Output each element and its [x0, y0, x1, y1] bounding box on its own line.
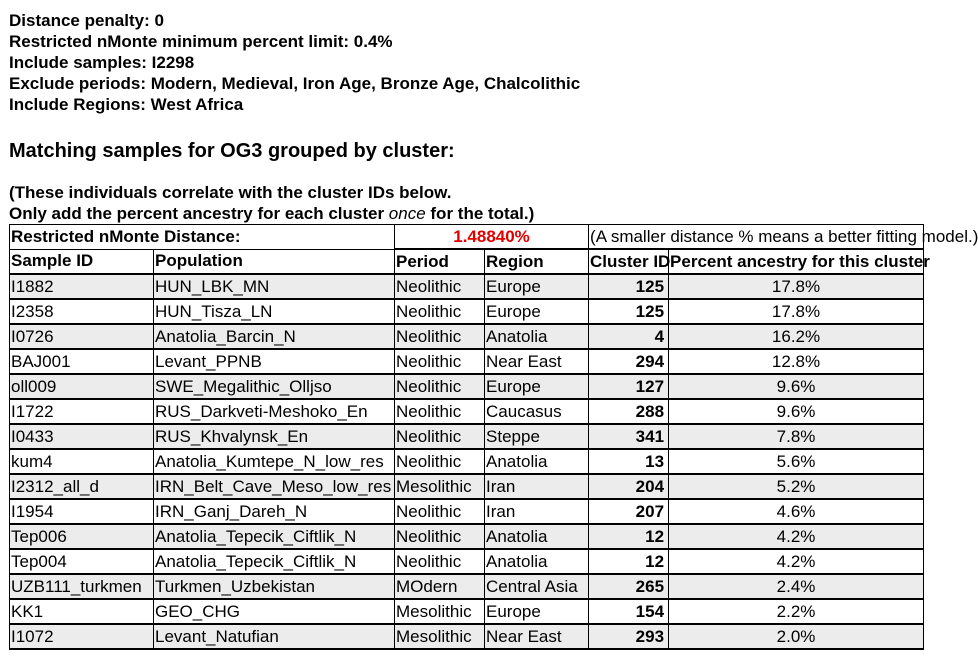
cell-period: Mesolithic: [395, 599, 485, 624]
cell-region: Europe: [485, 599, 589, 624]
cell-period: Neolithic: [395, 274, 485, 299]
cell-sample-id: I1722: [10, 399, 154, 424]
cell-period: MOdern: [395, 574, 485, 599]
cell-period: Neolithic: [395, 299, 485, 324]
note-emphasis: once: [388, 204, 426, 223]
distance-note: (A smaller distance % means a better fitting model.): [589, 225, 924, 250]
cell-percent: 9.6%: [669, 374, 924, 399]
cell-percent: 5.6%: [669, 449, 924, 474]
distance-label: Restricted nMonte Distance:: [10, 225, 395, 250]
table-row: [10, 274, 924, 299]
cell-sample-id: I1882: [10, 274, 154, 299]
cell-population: RUS_Darkveti-Meshoko_En: [154, 399, 395, 424]
cell-region: Iran: [485, 474, 589, 499]
col-header-region: Region: [485, 249, 589, 274]
cell-cluster-id: 294: [589, 349, 669, 374]
cell-population: IRN_Ganj_Dareh_N: [154, 499, 395, 524]
header-row: [10, 249, 924, 274]
cell-sample-id: I0433: [10, 424, 154, 449]
col-header-sample-id: Sample ID: [10, 249, 154, 274]
include-regions: Include Regions: West Africa: [9, 95, 244, 114]
cell-population: Anatolia_Tepecik_Ciftlik_N: [154, 524, 395, 549]
cell-percent: 9.6%: [669, 399, 924, 424]
cell-percent: 16.2%: [669, 324, 924, 349]
col-header-percent: Percent ancestry for this cluster: [669, 249, 924, 274]
cell-population: Levant_PPNB: [154, 349, 395, 374]
cell-sample-id: UZB111_turkmen: [10, 574, 154, 599]
cell-sample-id: I0726: [10, 324, 154, 349]
cell-percent: 17.8%: [669, 299, 924, 324]
settings-summary: [9, 10, 931, 115]
cell-population: Anatolia_Tepecik_Ciftlik_N: [154, 549, 395, 574]
cell-cluster-id: 204: [589, 474, 669, 499]
cell-period: Neolithic: [395, 349, 485, 374]
cell-sample-id: I2358: [10, 299, 154, 324]
cell-percent: 5.2%: [669, 474, 924, 499]
cell-region: Anatolia: [485, 549, 589, 574]
include-samples: Include samples: I2298: [9, 53, 195, 72]
cell-population: GEO_CHG: [154, 599, 395, 624]
cell-period: Neolithic: [395, 499, 485, 524]
cell-population: Turkmen_Uzbekistan: [154, 574, 395, 599]
cell-region: Europe: [485, 274, 589, 299]
table-row: [10, 399, 924, 424]
table-row: [10, 424, 924, 449]
cell-percent: 2.2%: [669, 599, 924, 624]
table-row: [10, 624, 924, 649]
cluster-note-line2: [9, 203, 931, 224]
page-title: Matching samples for OG3 grouped by cluster:: [9, 140, 455, 162]
cell-sample-id: oll009: [10, 374, 154, 399]
table-row: [10, 299, 924, 324]
cell-period: Neolithic: [395, 324, 485, 349]
cell-sample-id: kum4: [10, 449, 154, 474]
cell-percent: 4.2%: [669, 524, 924, 549]
table-row: [10, 499, 924, 524]
cell-population: HUN_Tisza_LN: [154, 299, 395, 324]
table-row: [10, 524, 924, 549]
cell-population: Levant_Natufian: [154, 624, 395, 649]
cell-region: Iran: [485, 499, 589, 524]
table-row: [10, 374, 924, 399]
cluster-note-line1: (These individuals correlate with the cluster IDs below.: [9, 183, 452, 202]
cell-region: Anatolia: [485, 324, 589, 349]
results-table: [9, 224, 978, 650]
col-header-cluster-id: Cluster ID: [589, 249, 669, 274]
cell-region: Europe: [485, 299, 589, 324]
cell-period: Neolithic: [395, 524, 485, 549]
cluster-note: [9, 182, 931, 224]
cell-region: Europe: [485, 374, 589, 399]
cell-cluster-id: 12: [589, 549, 669, 574]
cell-region: Anatolia: [485, 524, 589, 549]
cell-population: Anatolia_Barcin_N: [154, 324, 395, 349]
cell-percent: 4.6%: [669, 499, 924, 524]
cell-sample-id: KK1: [10, 599, 154, 624]
cell-period: Neolithic: [395, 549, 485, 574]
cell-sample-id: BAJ001: [10, 349, 154, 374]
cell-period: Neolithic: [395, 449, 485, 474]
distance-row: [10, 225, 924, 250]
cell-population: SWE_Megalithic_Olljso: [154, 374, 395, 399]
cell-sample-id: I1072: [10, 624, 154, 649]
cell-period: Neolithic: [395, 399, 485, 424]
col-header-period: Period: [395, 249, 485, 274]
table-row: [10, 449, 924, 474]
table-row: [10, 549, 924, 574]
cell-cluster-id: 265: [589, 574, 669, 599]
cell-period: Mesolithic: [395, 474, 485, 499]
cell-sample-id: I2312_all_d: [10, 474, 154, 499]
table-row: [10, 324, 924, 349]
cell-cluster-id: 341: [589, 424, 669, 449]
cell-percent: 4.2%: [669, 549, 924, 574]
cell-percent: 2.0%: [669, 624, 924, 649]
cell-percent: 7.8%: [669, 424, 924, 449]
table-row: [10, 599, 924, 624]
cell-cluster-id: 207: [589, 499, 669, 524]
cell-period: Neolithic: [395, 374, 485, 399]
cell-cluster-id: 12: [589, 524, 669, 549]
cell-period: Neolithic: [395, 424, 485, 449]
min-percent-limit: Restricted nMonte minimum percent limit: 0.4%: [9, 32, 393, 51]
cell-cluster-id: 125: [589, 274, 669, 299]
cell-period: Mesolithic: [395, 624, 485, 649]
cell-region: Anatolia: [485, 449, 589, 474]
cell-sample-id: Tep004: [10, 549, 154, 574]
exclude-periods: Exclude periods: Modern, Medieval, Iron Age, Bronze Age, Chalcolithic: [9, 74, 581, 93]
cell-percent: 2.4%: [669, 574, 924, 599]
col-header-population: Population: [154, 249, 395, 274]
cell-cluster-id: 13: [589, 449, 669, 474]
table-row: [10, 349, 924, 374]
cell-sample-id: Tep006: [10, 524, 154, 549]
table-row: [10, 574, 924, 599]
cell-cluster-id: 127: [589, 374, 669, 399]
cell-percent: 12.8%: [669, 349, 924, 374]
cell-region: Caucasus: [485, 399, 589, 424]
cell-region: Steppe: [485, 424, 589, 449]
cell-region: Near East: [485, 349, 589, 374]
distance-value: 1.48840%: [395, 225, 589, 250]
cell-cluster-id: 293: [589, 624, 669, 649]
cell-population: HUN_LBK_MN: [154, 274, 395, 299]
cell-population: IRN_Belt_Cave_Meso_low_res: [154, 474, 395, 499]
cell-population: RUS_Khvalynsk_En: [154, 424, 395, 449]
note-text-start: Only add the percent ancestry for each cluster: [9, 204, 389, 223]
distance-penalty: Distance penalty: 0: [9, 11, 164, 30]
cell-cluster-id: 288: [589, 399, 669, 424]
cell-region: Near East: [485, 624, 589, 649]
cell-sample-id: I1954: [10, 499, 154, 524]
cell-population: Anatolia_Kumtepe_N_low_res: [154, 449, 395, 474]
cell-region: Central Asia: [485, 574, 589, 599]
cell-cluster-id: 4: [589, 324, 669, 349]
note-text-end: for the total.): [425, 204, 535, 223]
cell-cluster-id: 125: [589, 299, 669, 324]
cell-percent: 17.8%: [669, 274, 924, 299]
cell-cluster-id: 154: [589, 599, 669, 624]
table-row: [10, 474, 924, 499]
